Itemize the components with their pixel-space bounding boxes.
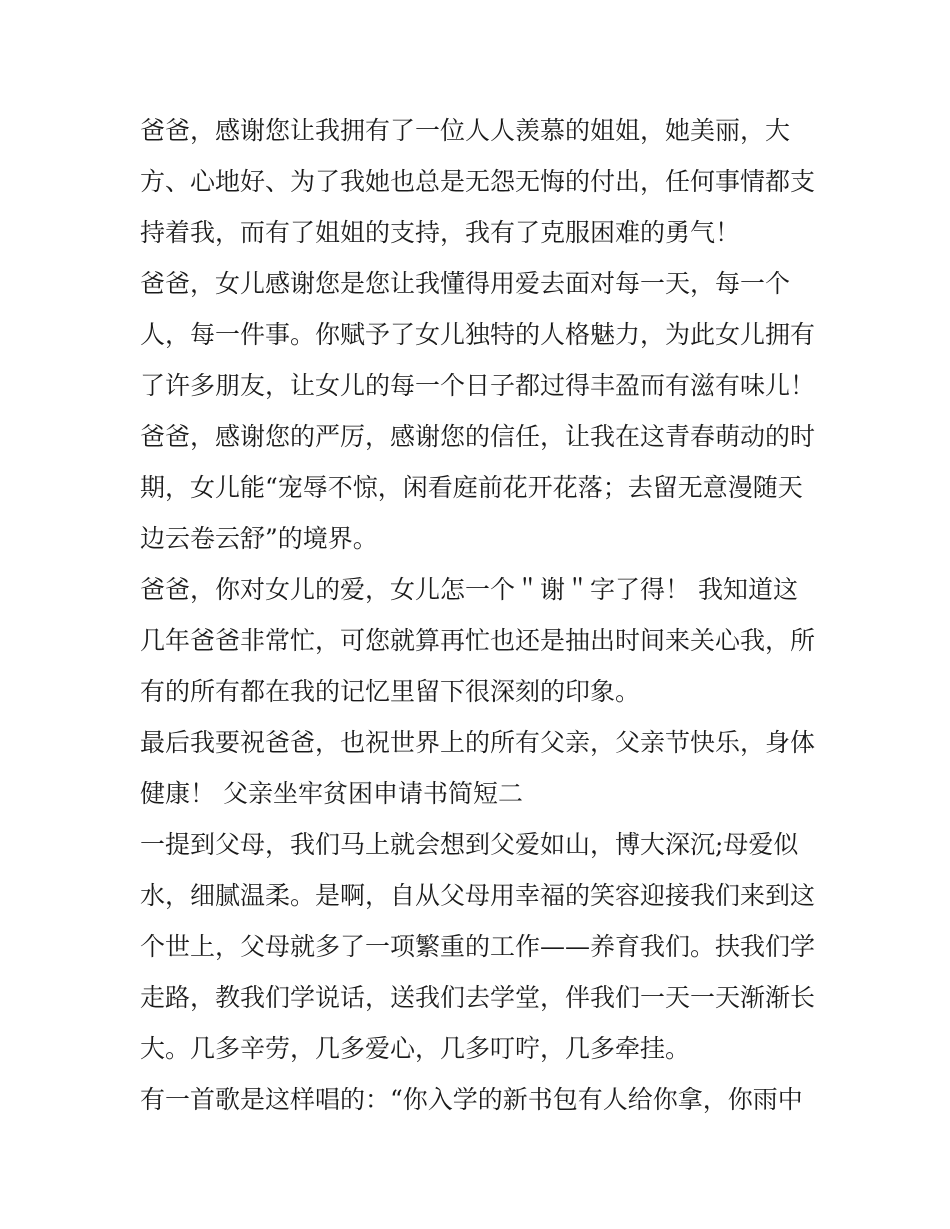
text-line: 大。几多辛劳，几多爱心，几多叮咛，几多牵挂。 [140, 1034, 691, 1063]
text-line: 水，细腻温柔。是啊，自从父母用幸福的笑容迎接我们来到这 [140, 881, 816, 910]
text-line: 有一首歌是这样唱的：“你入学的新书包有人给你拿，你雨中 [140, 1085, 803, 1114]
text-line: 爸爸，感谢您的严厉，感谢您的信任，让我在这青春萌动的时 [140, 422, 816, 451]
text-line: 爸爸，感谢您让我拥有了一位人人羡慕的姐姐，她美丽，大 [140, 116, 791, 145]
text-line: 爸爸，你对女儿的爱，女儿怎一个＂谢＂字了得！ 我知道这 [140, 575, 798, 604]
text-line: 期，女儿能“宠辱不惊，闲看庭前花开花落；去留无意漫随天 [140, 473, 803, 502]
text-line: 个世上，父母就多了一项繁重的工作——养育我们。扶我们学 [140, 932, 816, 961]
text-line: 持着我，而有了姐姐的支持，我有了克服困难的勇气！ [140, 218, 741, 247]
text-line: 边云卷云舒”的境界。 [140, 524, 378, 553]
text-line: 有的所有都在我的记忆里留下很深刻的印象。 [140, 677, 641, 706]
text-line: 了许多朋友，让女儿的每一个日子都过得丰盈而有滋有味儿！ [140, 371, 816, 400]
text-line: 最后我要祝爸爸，也祝世界上的所有父亲，父亲节快乐，身体 [140, 728, 816, 757]
text-line: 走路，教我们学说话，送我们去学堂，伴我们一天一天渐渐长 [140, 983, 816, 1012]
text-line: 爸爸，女儿感谢您是您让我懂得用爱去面对每一天，每一个 [140, 269, 791, 298]
text-line: 健康！ 父亲坐牢贫困申请书简短二 [140, 779, 523, 808]
document-body [140, 105, 820, 1125]
text-line: 方、心地好、为了我她也总是无怨无悔的付出，任何事情都支 [140, 167, 816, 196]
text-line: 一提到父母，我们马上就会想到父爱如山，博大深沉;母爱似 [140, 830, 799, 859]
text-line: 人，每一件事。你赋予了女儿独特的人格魅力，为此女儿拥有 [140, 320, 816, 349]
text-line: 几年爸爸非常忙，可您就算再忙也还是抽出时间来关心我，所 [140, 626, 816, 655]
